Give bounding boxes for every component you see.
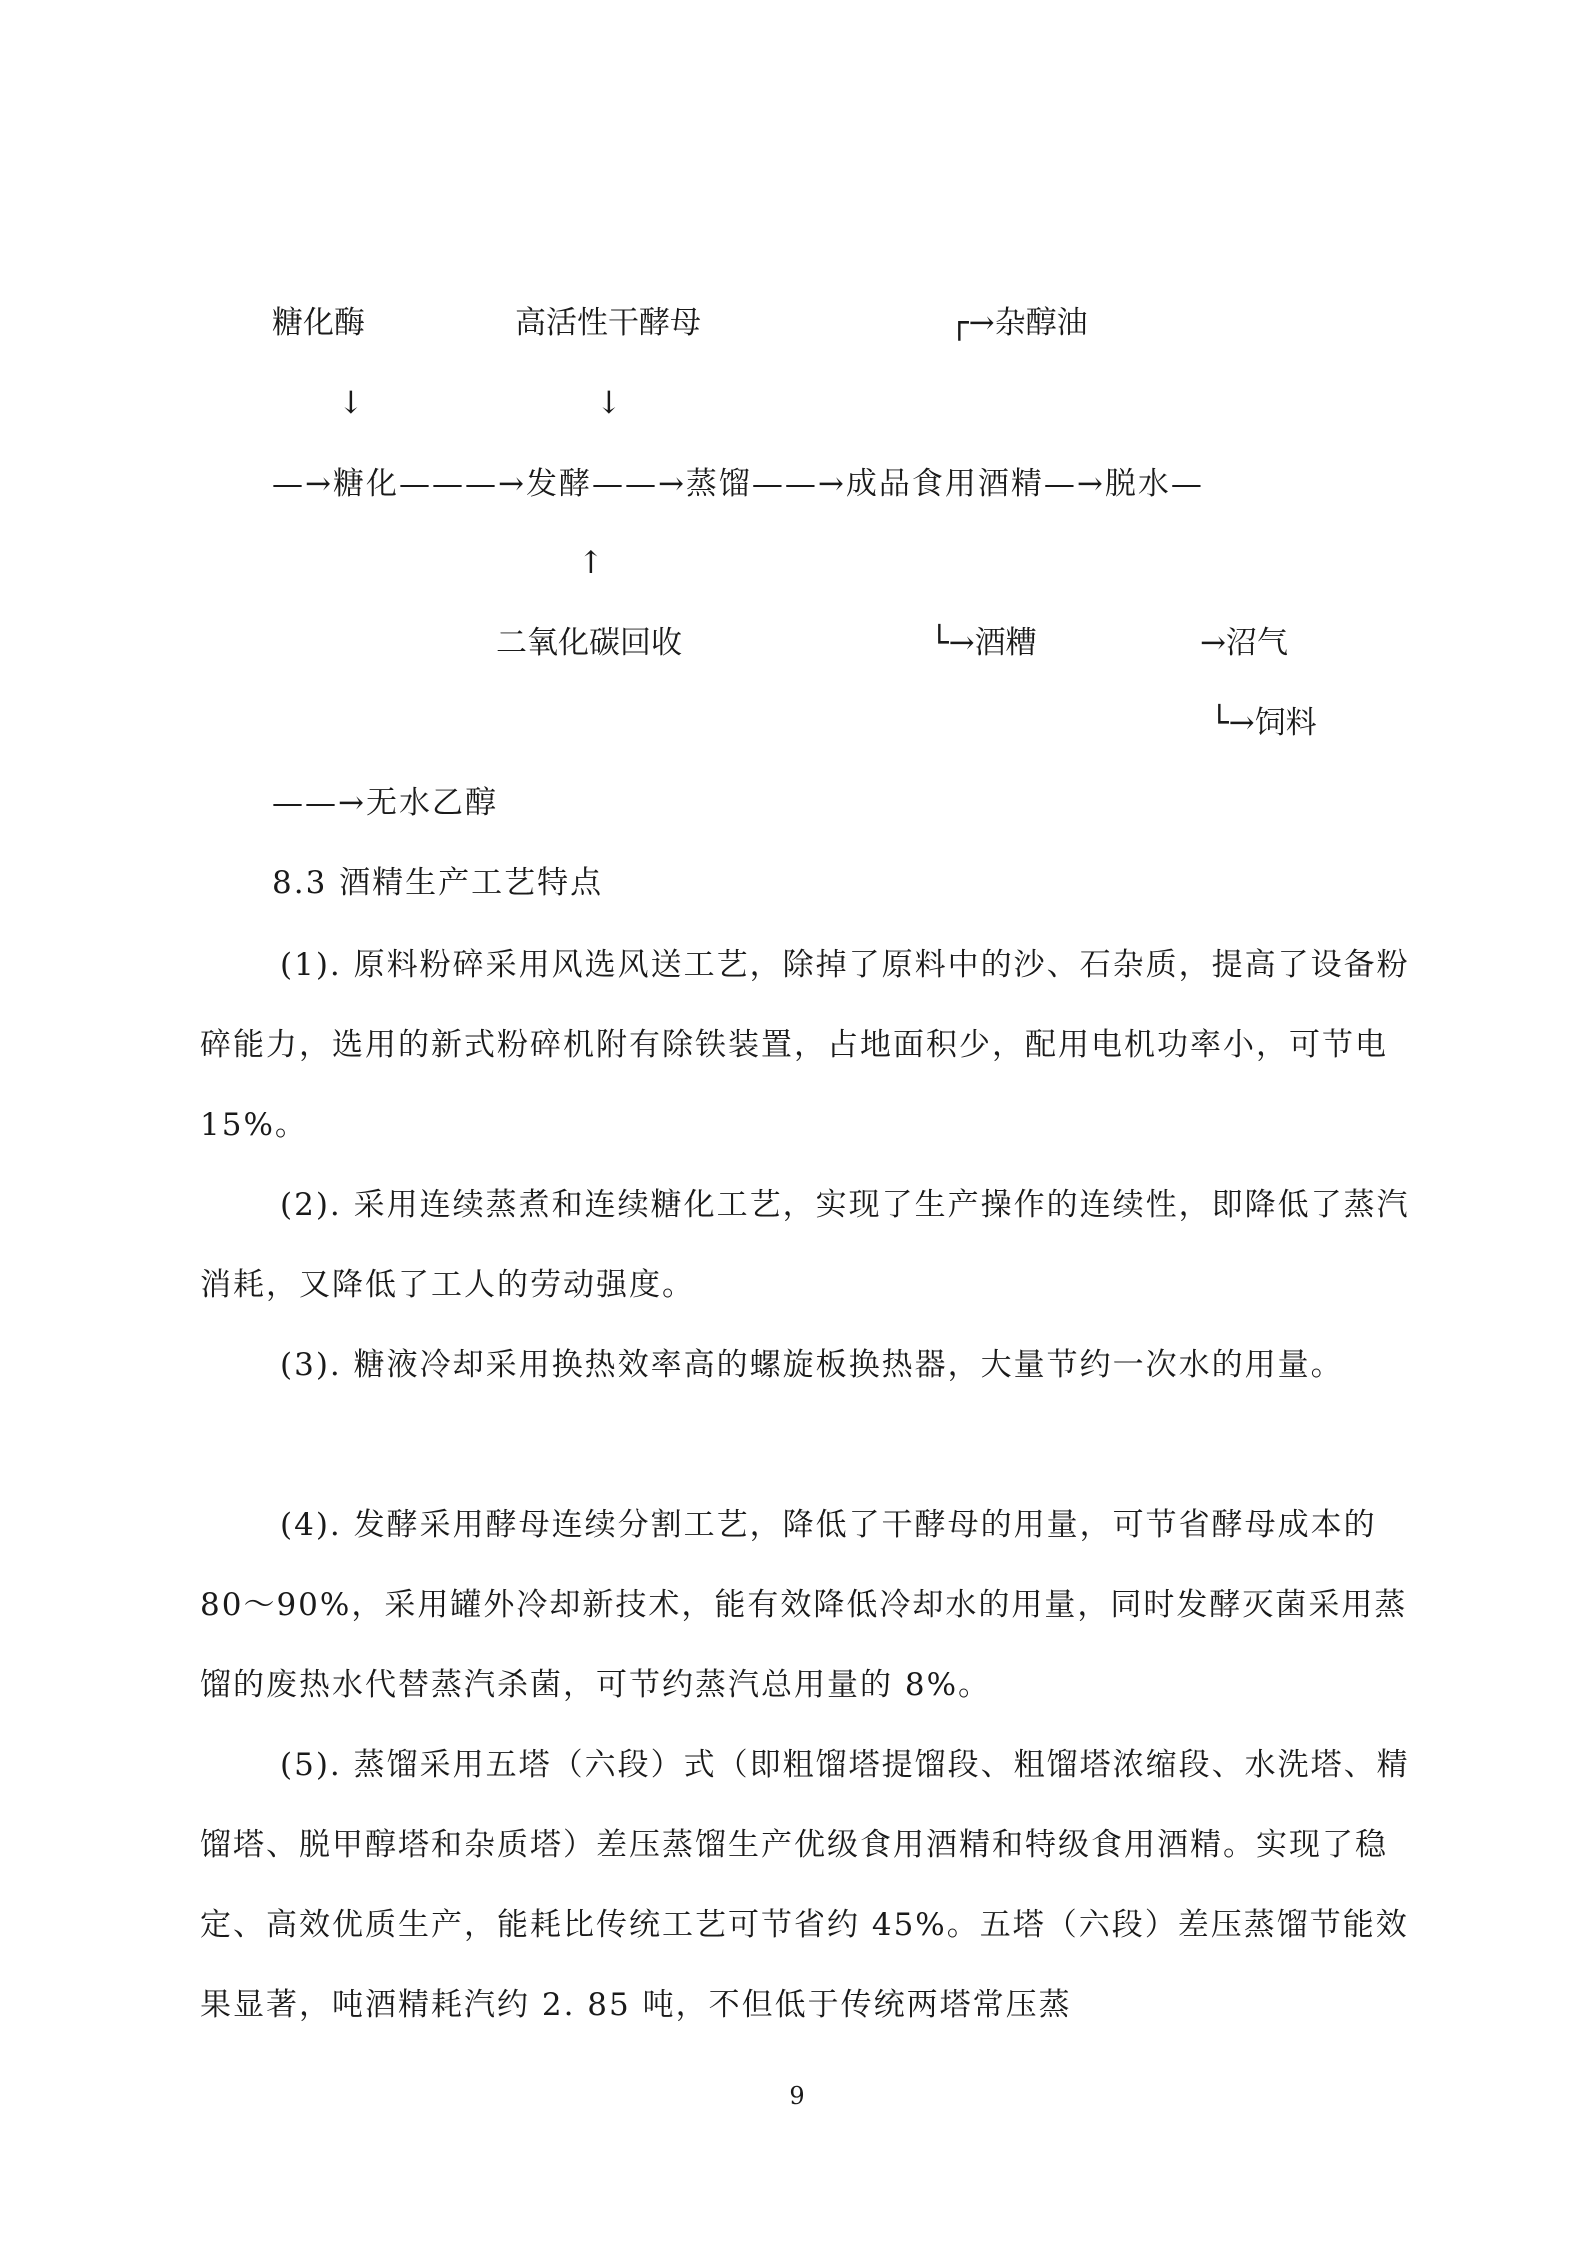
biogas-label: →沼气: [1200, 625, 1288, 661]
paragraph-2: (2). 采用连续蒸煮和连续糖化工艺，实现了生产操作的连续性，即降低了蒸汽消耗，又降低了工人的劳动强度。: [200, 1187, 1410, 1303]
anhydrous-ethanol-label: ——→无水乙醇: [272, 785, 498, 821]
co2-recovery-label: 二氧化碳回收: [496, 625, 682, 661]
paragraph-1: (1). 原料粉碎采用风选风送工艺，除掉了原料中的沙、石杂质，提高了设备粉碎能力，选用的新式粉碎机附有除铁装置，占地面积少，配用电机功率小，可节电 15%。: [200, 947, 1410, 1143]
arrow-down-icon: ↓: [338, 385, 364, 421]
dry-yeast-label: 高活性干酵母: [515, 305, 701, 341]
arrow-down-icon: ↓: [596, 385, 622, 421]
section-heading: 8.3 酒精生产工艺特点: [272, 865, 604, 901]
paragraph-3: (3). 糖液冷却采用换热效率高的螺旋板换热器，大量节约一次水的用量。: [280, 1347, 1344, 1383]
fusel-oil-label: ┌→杂醇油: [950, 305, 1088, 341]
main-process-flow: —→糖化———→发酵——→蒸馏——→成品食用酒精—→脱水—: [272, 466, 1204, 502]
paragraph-5: (5). 蒸馏采用五塔（六段）式（即粗馏塔提馏段、粗馏塔浓缩段、水洗塔、精馏塔、脱甲醇塔和杂质塔）差压蒸馏生产优级食用酒精和特级食用酒精。实现了稳定、高效优质生产，能耗比传统工艺可节省约 45%。五塔（六段）差压蒸馏节能效果显著，吨酒精耗汽约 2. 85 吨，不但低于传统两塔常压蒸: [200, 1747, 1410, 2023]
saccharifying-enzyme-label: 糖化酶: [272, 305, 365, 341]
page-number: 9: [789, 2082, 805, 2110]
arrow-up-icon: ↑: [578, 545, 604, 581]
feed-label: └→饲料: [1210, 705, 1317, 741]
distillers-grains-label: └→酒糟: [930, 625, 1037, 661]
paragraph-4: (4). 发酵采用酵母连续分割工艺，降低了干酵母的用量，可节省酵母成本的 80～90%，采用罐外冷却新技术，能有效降低冷却水的用量，同时发酵灭菌采用蒸馏的废热水代替蒸汽杀菌，可节约蒸汽总用量的 8%。: [200, 1507, 1408, 1703]
